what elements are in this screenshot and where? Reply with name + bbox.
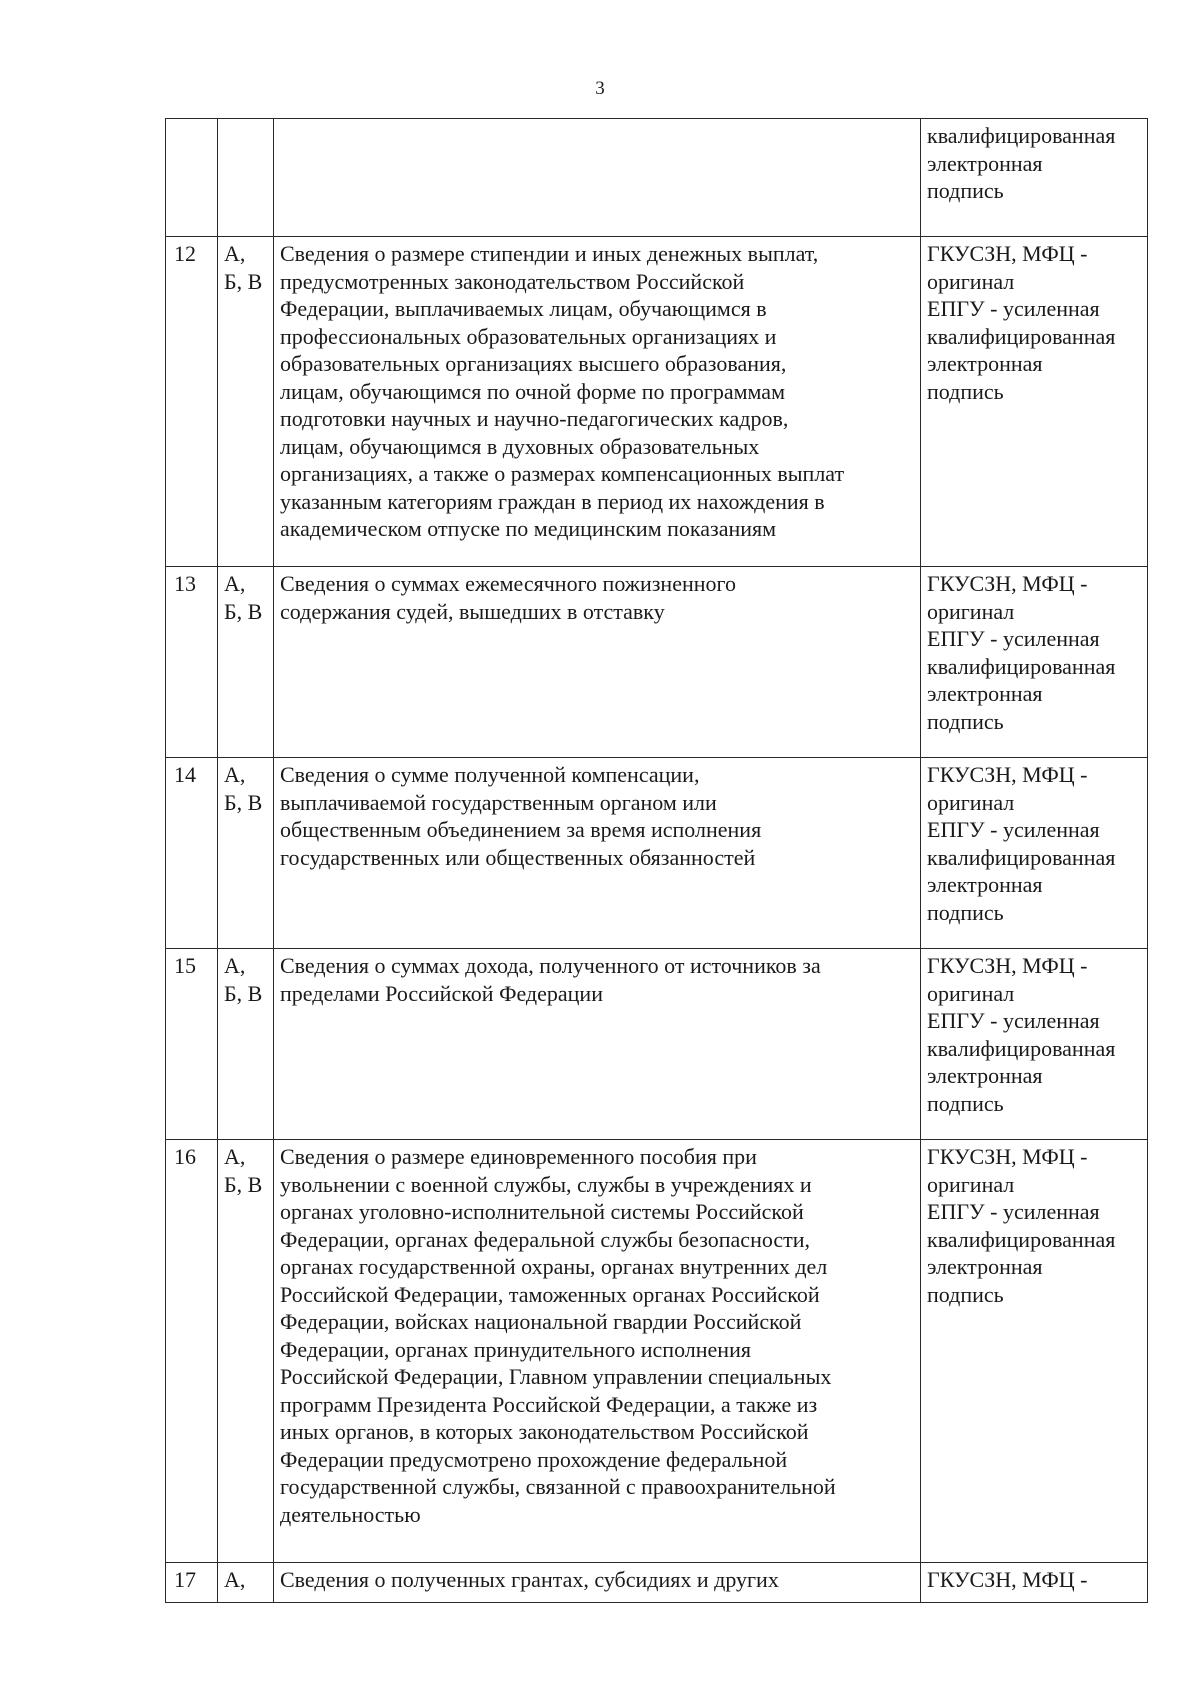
row-number-cell [166,949,218,1140]
table-row-continuation [166,119,1148,237]
category-cell [218,237,274,567]
description-line: Сведения о суммах дохода, полученного от источников за [280,953,821,978]
source-line: ГКУСЗН, МФЦ - [927,1567,1088,1592]
table-row [166,1140,1148,1563]
description-line: Российской Федерации, Главном управлении специальных [280,1364,832,1389]
source-line: оригинал [927,268,1015,294]
source-line: электронная [927,1063,1043,1088]
category-cell [218,1563,274,1603]
description-line: профессиональных образовательных организациях и [280,323,777,349]
description-line: увольнении с военной службы, службы в учреждениях и [280,1171,812,1197]
description-cell [274,949,921,1140]
category-line: Б, В [224,789,263,815]
description-line: выплачиваемой государственным органом или [280,789,717,815]
row-number: 12 [174,241,196,266]
category-line: А, [224,953,246,978]
category-line: Б, В [224,268,263,294]
category-line: А, [224,1144,246,1169]
description-line: органах государственной охраны, органах внутренних дел [280,1254,828,1279]
row-number: 16 [174,1144,196,1169]
source-line: ГКУСЗН, МФЦ - [927,953,1088,978]
source-line: ЕПГУ - усиленная [927,1008,1100,1033]
description-line: образовательных организациях высшего образования, [280,351,787,376]
source-line: ЕПГУ - усиленная [927,626,1100,651]
source-line: подпись [927,378,1004,404]
row-number-cell [166,567,218,758]
description-line: программ Президента Российской Федерации, а также из [280,1391,818,1417]
source-line: электронная [927,1254,1043,1279]
description-line: Федерации, войсках национальной гвардии Российской [280,1309,802,1334]
source-line: квалифицированная [927,1226,1116,1252]
source-line: подпись [927,1090,1004,1116]
source-cell [921,758,1148,949]
source-line: ГКУСЗН, МФЦ - [927,762,1088,787]
source-cell [921,237,1148,567]
category-line: Б, В [224,1171,263,1197]
description-line: лицам, обучающимся по очной форме по программам [280,378,785,404]
source-line: ГКУСЗН, МФЦ - [927,1144,1088,1169]
category-line: А, [224,762,246,787]
table-row [166,1563,1148,1603]
description-line: предусмотренных законодательством Российской [280,268,745,294]
description-cell [274,758,921,949]
source-line: оригинал [927,789,1015,815]
source-cell [921,1563,1148,1603]
category-cell [218,949,274,1140]
source-line: оригинал [927,598,1015,624]
category-cell [218,119,274,237]
description-line: Федерации, органах федеральной службы безопасности, [280,1226,811,1252]
description-cell [274,237,921,567]
row-number-cell [166,1563,218,1603]
row-number-cell [166,1140,218,1563]
row-number: 17 [174,1567,196,1592]
category-line: Б, В [224,980,263,1006]
source-line: квалифицированная [927,123,1116,148]
table-row [166,237,1148,567]
row-number-cell [166,237,218,567]
description-line: академическом отпуске по медицинским показаниям [280,516,777,541]
description-line: Сведения о суммах ежемесячного пожизненного [280,571,736,596]
description-line: Сведения о размере единовременного пособия при [280,1144,757,1169]
source-line: электронная [927,681,1043,706]
source-line: оригинал [927,1171,1015,1197]
description-line: Сведения о полученных грантах, субсидиях и других [280,1567,779,1592]
source-line: ГКУСЗН, МФЦ - [927,241,1088,266]
row-number-cell [166,758,218,949]
description-line: государственных или общественных обязанностей [280,844,756,870]
source-line: электронная [927,351,1043,376]
source-cell [921,1140,1148,1563]
description-line: иных органов, в которых законодательством Российской [280,1419,809,1444]
source-line: квалифицированная [927,653,1116,679]
description-line: государственной службы, связанной с правоохранительной [280,1474,836,1499]
category-cell [218,567,274,758]
category-line: А, [224,1567,246,1592]
source-cell [921,119,1148,237]
description-cell [274,567,921,758]
source-line: электронная [927,872,1043,897]
source-line: ЕПГУ - усиленная [927,1199,1100,1224]
source-line: ГКУСЗН, МФЦ - [927,571,1088,596]
source-line: электронная [927,150,1043,176]
category-cell [218,758,274,949]
description-line: деятельностью [280,1501,421,1527]
description-line: лицам, обучающимся в духовных образовательных [280,433,760,459]
description-cell [274,119,921,237]
description-cell [274,1563,921,1603]
source-line: квалифицированная [927,1035,1116,1061]
row-number: 14 [174,762,196,787]
row-number: 15 [174,953,196,978]
source-line: оригинал [927,980,1015,1006]
source-line: подпись [927,708,1004,734]
description-line: Федерации предусмотрено прохождение федеральной [280,1446,788,1472]
source-line: ЕПГУ - усиленная [927,817,1100,842]
description-line: Сведения о размере стипендии и иных денежных выплат, [280,241,819,266]
row-number: 13 [174,571,196,596]
description-line: подготовки научных и научно-педагогических кадров, [280,406,789,431]
table-row [166,949,1148,1140]
source-cell [921,567,1148,758]
category-cell [218,1140,274,1563]
description-line: Федерации, органах принудительного исполнения [280,1336,751,1362]
source-cell [921,949,1148,1140]
source-line: подпись [927,178,1004,203]
category-line: А, [224,241,246,266]
description-line: общественным объединением за время исполнения [280,817,762,842]
description-line: Сведения о сумме полученной компенсации, [280,762,700,787]
description-line: Федерации, выплачиваемых лицам, обучающимся в [280,296,767,321]
table-row [166,758,1148,949]
source-line: подпись [927,1281,1004,1307]
description-line: указанным категориям граждан в период их нахождения в [280,488,825,514]
source-line: квалифицированная [927,844,1116,870]
description-cell [274,1140,921,1563]
source-line: квалифицированная [927,323,1116,349]
description-line: органах уголовно-исполнительной системы Российской [280,1199,804,1224]
category-line: Б, В [224,598,263,624]
description-line: организациях, а также о размерах компенсационных выплат [280,461,845,486]
table-row [166,567,1148,758]
page-number: 3 [595,78,605,99]
source-line: ЕПГУ - усиленная [927,296,1100,321]
documents-table [165,118,1148,1603]
description-line: Российской Федерации, таможенных органах Российской [280,1281,820,1307]
row-number-cell [166,119,218,237]
description-line: содержания судей, вышедших в отставку [280,598,665,624]
source-line: подпись [927,899,1004,925]
category-line: А, [224,571,246,596]
description-line: пределами Российской Федерации [280,980,603,1006]
